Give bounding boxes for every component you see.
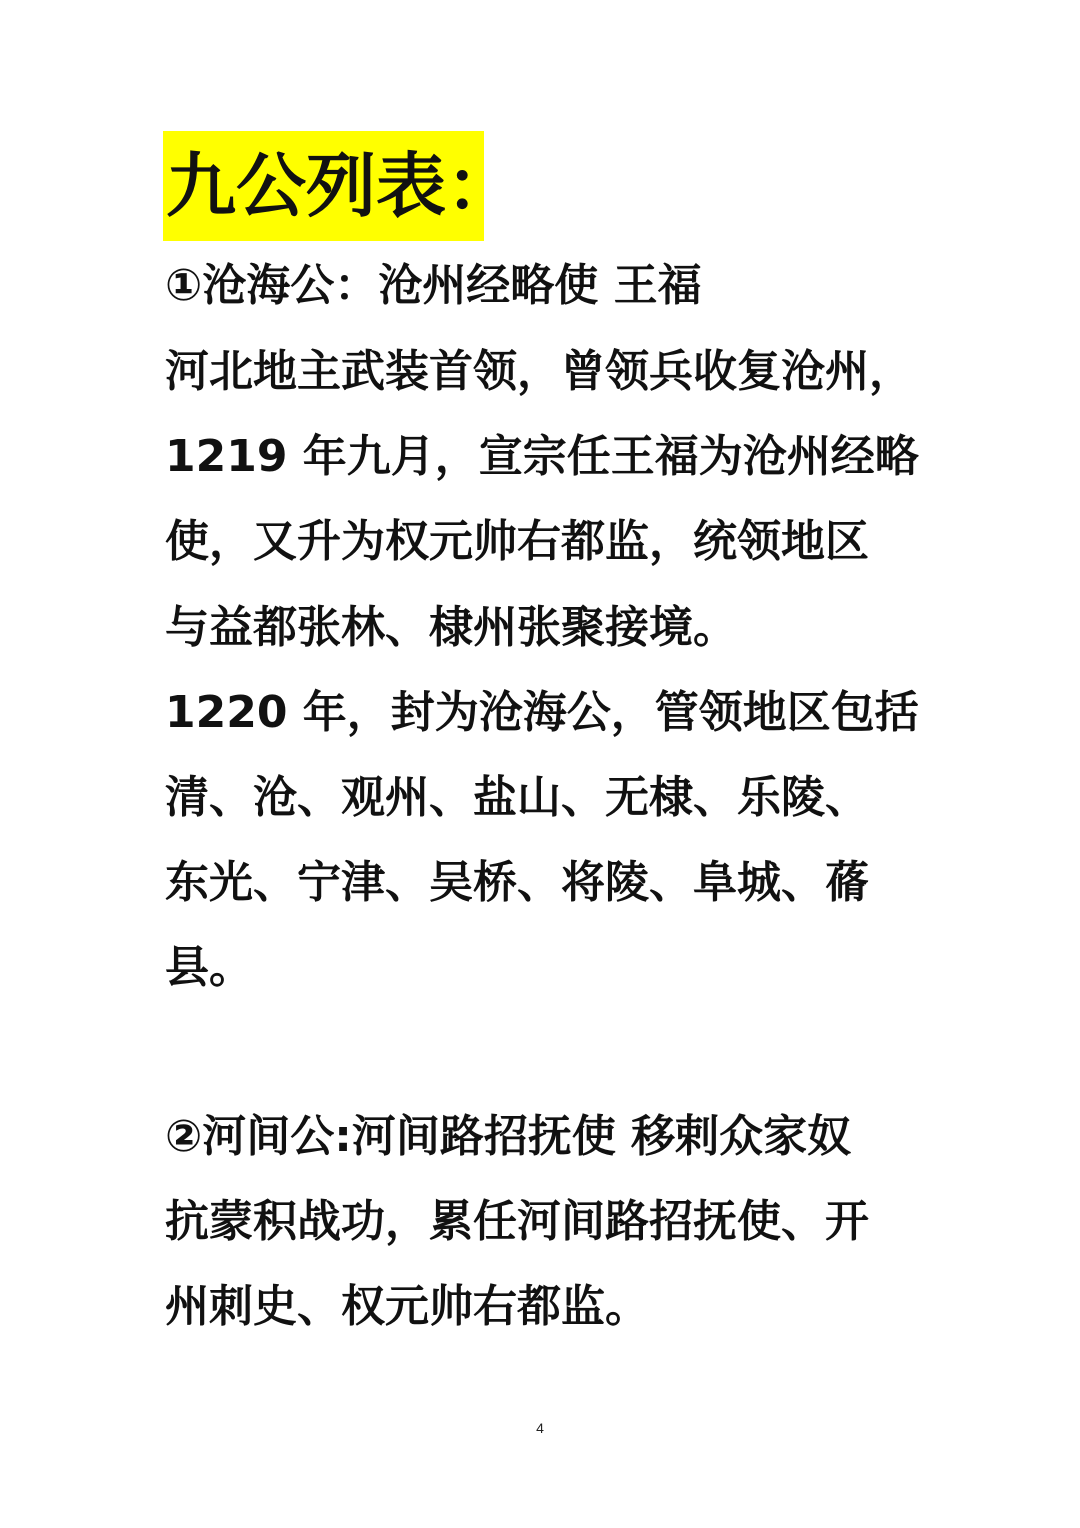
- body-line: 与益都张林、棣州张聚接境。: [165, 602, 737, 653]
- body-line: 河北地主武装首领，曾领兵收复沧州，: [165, 346, 913, 397]
- body-line: 县。: [165, 942, 253, 993]
- page-title: 九公列表：: [166, 145, 516, 227]
- body-line: 清、沧、观州、盐山、无棣、乐陵、: [165, 772, 869, 823]
- body-line: 1219 年九月，宣宗任王福为沧州经略: [165, 431, 919, 482]
- entry-1-heading: ①沧海公：沧州经略使 王福: [165, 260, 702, 311]
- body-line: 东光、宁津、吴桥、将陵、阜城、蓨: [165, 857, 869, 908]
- page-number: 4: [536, 1420, 544, 1436]
- body-line: 抗蒙积战功，累任河间路招抚使、开: [165, 1196, 869, 1247]
- body-line: 使，又升为权元帅右都监，统领地区: [165, 516, 869, 567]
- body-line: 1220 年，封为沧海公，管领地区包括: [165, 687, 919, 738]
- entry-2-heading: ②河间公:河间路招抚使 移剌众家奴: [165, 1111, 852, 1162]
- body-line: 州刺史、权元帅右都监。: [165, 1281, 649, 1332]
